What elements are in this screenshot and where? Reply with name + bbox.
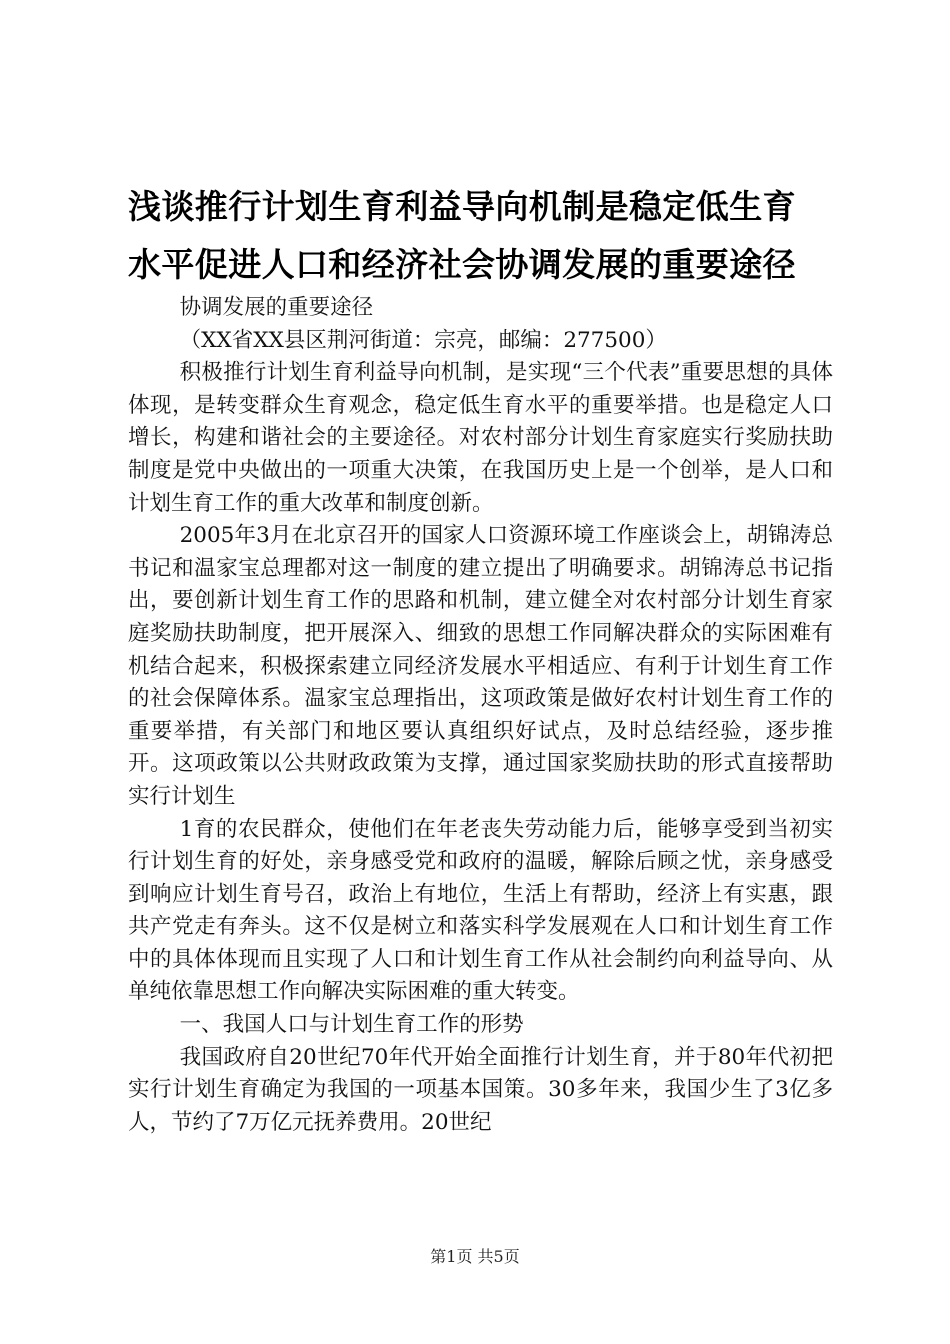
section-heading: 一、我国人口与计划生育工作的形势: [179, 1012, 524, 1038]
body-paragraph: 2005年3月在北京召开的国家人口资源环境工作座谈会上，胡锦涛总书记和温家宝总理都对这一制度的建立提出了明确要求。胡锦涛总书记指出，要创新计划生育工作的思路和机制，建立健全对农村部分计划生育家庭奖励扶助制度，把开展深入、细致的思想工作同解决群众的实际困难有机结合起来，积极探索建立同经济发展水平相适应、有利于计划生育工作的社会保障体系。温家宝总理指出，这项政策是做好农村计划生育工作的重要举措，有关部门和地区要认真组织好试点，及时总结经验，逐步推开。这项政策以公共财政政策为支撑，通过国家奖励扶助的形式直接帮助实行计划生: [128, 523, 833, 809]
document-body: [128, 292, 833, 1139]
subtitle-paragraph: 协调发展的重要途径: [179, 295, 374, 320]
page-footer: 第1页 共5页: [430, 1247, 520, 1266]
body-paragraph: 积极推行计划生育利益导向机制，是实现“三个代表”重要思想的具体体现，是转变群众生育观念，稳定低生育水平的重要举措。也是稳定人口增长，构建和谐社会的主要途径。对农村部分计划生育家庭实行奖励扶助制度是党中央做出的一项重大决策，在我国历史上是一个创举，是人口和计划生育工作的重大改革和制度创新。: [128, 360, 833, 516]
body-paragraph: 1育的农民群众，使他们在年老丧失劳动能力后，能够享受到当初实行计划生育的好处，亲身感受党和政府的温暖，解除后顾之忧，亲身感受到响应计划生育号召，政治上有地位，生活上有帮助，经济上有实惠，跟共产党走有奔头。这不仅是树立和落实科学发展观在人口和计划生育工作中的具体体现而且实现了人口和计划生育工作从社会制约向利益导向、从单纯依靠思想工作向解决实际困难的重大转变。: [128, 816, 833, 1005]
author-info: （XX省XX县区荆河街道：宗亮，邮编：277500）: [179, 327, 667, 353]
body-paragraph: 我国政府自20世纪70年代开始全面推行计划生育，并于80年代初把实行计划生育确定为我国的一项基本国策。30多年来，我国少生了3亿多人，节约了7万亿元抚养费用。20世纪: [128, 1044, 833, 1135]
title-line-2: 水平促进人口和经济社会协调发展的重要途径: [128, 245, 796, 284]
document-title: [128, 178, 833, 294]
title-line-1: 浅谈推行计划生育利益导向机制是稳定低生育: [128, 187, 796, 226]
